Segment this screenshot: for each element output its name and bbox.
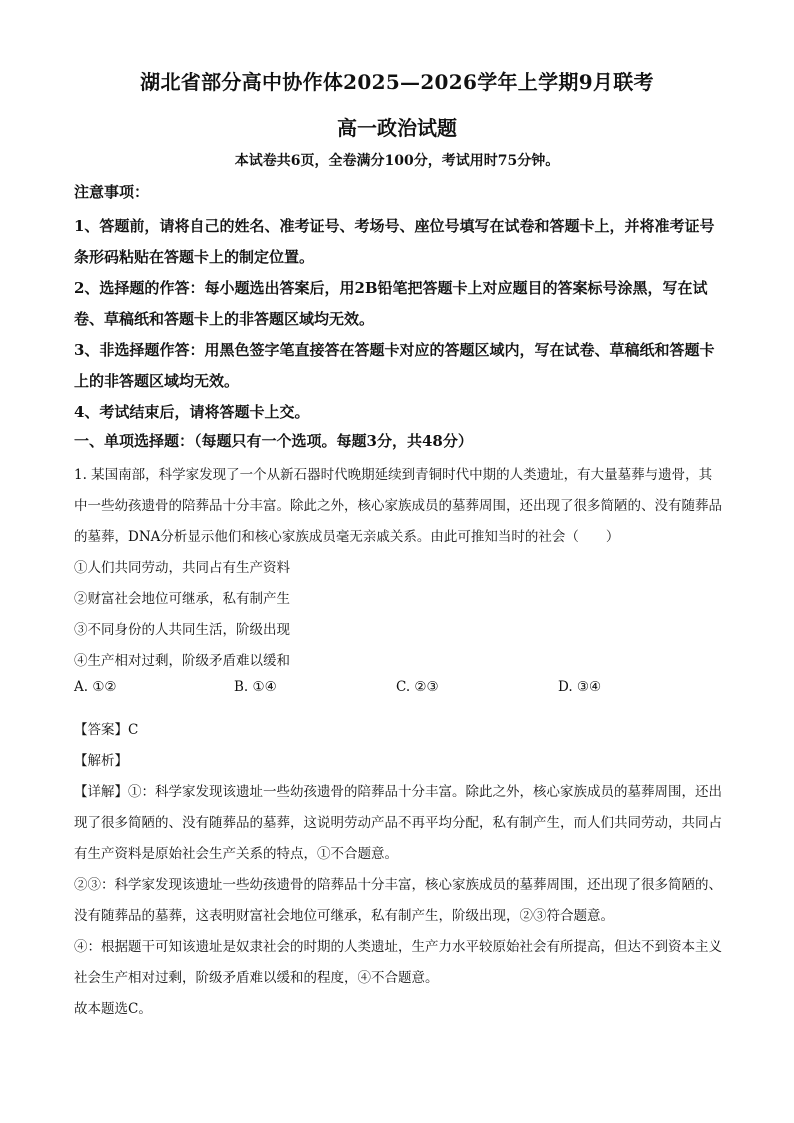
detail-paragraph-3: ④：根据题干可知该遗址是奴隶社会的时期的人类遗址，生产力水平较原始社会有所提高，但达不到资本主义社会生产相对过剩，阶级矛盾难以缓和的程度，④不合题意。 bbox=[74, 939, 722, 986]
answer-section bbox=[74, 715, 724, 746]
question-stem: 1. 某国南部，科学家发现了一个从新石器时代晚期延续到青铜时代中期的人类遗址，有大量墓葬与遗骨，其中一些幼孩遗骨的陪葬品十分丰富。除此之外，核心家族成员的墓葬周围，还出现了很多简陋的、没有随葬品的墓葬，DNA分析显示他们和核心家族成员毫无亲戚关系。由此可推知当时的社会（ ） bbox=[74, 467, 722, 545]
detail-section bbox=[74, 777, 724, 1025]
answer-label: 【答案】C bbox=[74, 722, 139, 738]
question-1 bbox=[74, 460, 724, 677]
statement-4: ④生产相对过剩，阶级矛盾难以缓和 bbox=[74, 653, 290, 669]
statement-2: ②财富社会地位可继承，私有制产生 bbox=[74, 591, 290, 607]
exam-subtitle: 高一政治试题 bbox=[337, 116, 457, 140]
notice-item-1: 1、答题前，请将自己的姓名、准考证号、考场号、座位号填写在试卷和答题卡上，并将准考证号条形码粘贴在答题卡上的制定位置。 bbox=[74, 217, 715, 266]
option-a: A. ①② bbox=[74, 679, 117, 695]
notice-item-2: 2、选择题的作答：每小题选出答案后，用2B铅笔把答题卡上对应题目的答案标号涂黑，写在试卷、草稿纸和答题卡上的非答题区域均无效。 bbox=[74, 279, 708, 328]
exam-info: 本试卷共6页，全卷满分100分，考试用时75分钟。 bbox=[234, 153, 560, 169]
detail-conclusion: 故本题选C。 bbox=[74, 1001, 152, 1017]
notice-section bbox=[74, 177, 724, 208]
option-d: D. ③④ bbox=[558, 679, 602, 695]
detail-paragraph-2: ②③：科学家发现该遗址一些幼孩遗骨的陪葬品十分丰富，核心家族成员的墓葬周围，还出现了很多简陋的、没有随葬品的墓葬，这表明财富社会地位可继承，私有制产生，阶级出现，②③符合题意。 bbox=[74, 877, 722, 924]
section-heading bbox=[74, 426, 724, 457]
exam-title: 湖北省部分高中协作体2025—2026学年上学期9月联考 bbox=[140, 70, 654, 94]
option-c: C. ②③ bbox=[396, 679, 439, 695]
detail-paragraph-1: 【详解】①：科学家发现该遗址一些幼孩遗骨的陪葬品十分丰富。除此之外，核心家族成员的墓葬周围，还出现了很多简陋的、没有随葬品的墓葬，这说明劳动产品不再平均分配，私有制产生，而人们共同劳动，共同占有生产资料是原始社会生产关系的特点，①不合题意。 bbox=[74, 784, 722, 862]
notice-list bbox=[74, 211, 724, 428]
section-title: 一、单项选择题：（每题只有一个选项。每题3分，共48分） bbox=[74, 432, 473, 450]
analysis-label: 【解析】 bbox=[74, 753, 128, 769]
notice-title: 注意事项： bbox=[74, 183, 150, 201]
analysis-section bbox=[74, 746, 724, 777]
notice-item-4: 4、考试结束后，请将答题卡上交。 bbox=[74, 403, 310, 421]
answer-options bbox=[74, 679, 724, 703]
statement-3: ③不同身份的人共同生活，阶级出现 bbox=[74, 622, 290, 638]
statement-1: ①人们共同劳动，共同占有生产资料 bbox=[74, 560, 290, 576]
notice-item-3: 3、非选择题作答：用黑色签字笔直接答在答题卡对应的答题区域内，写在试卷、草稿纸和答题卡上的非答题区域均无效。 bbox=[74, 341, 715, 390]
option-b: B. ①④ bbox=[234, 679, 277, 695]
